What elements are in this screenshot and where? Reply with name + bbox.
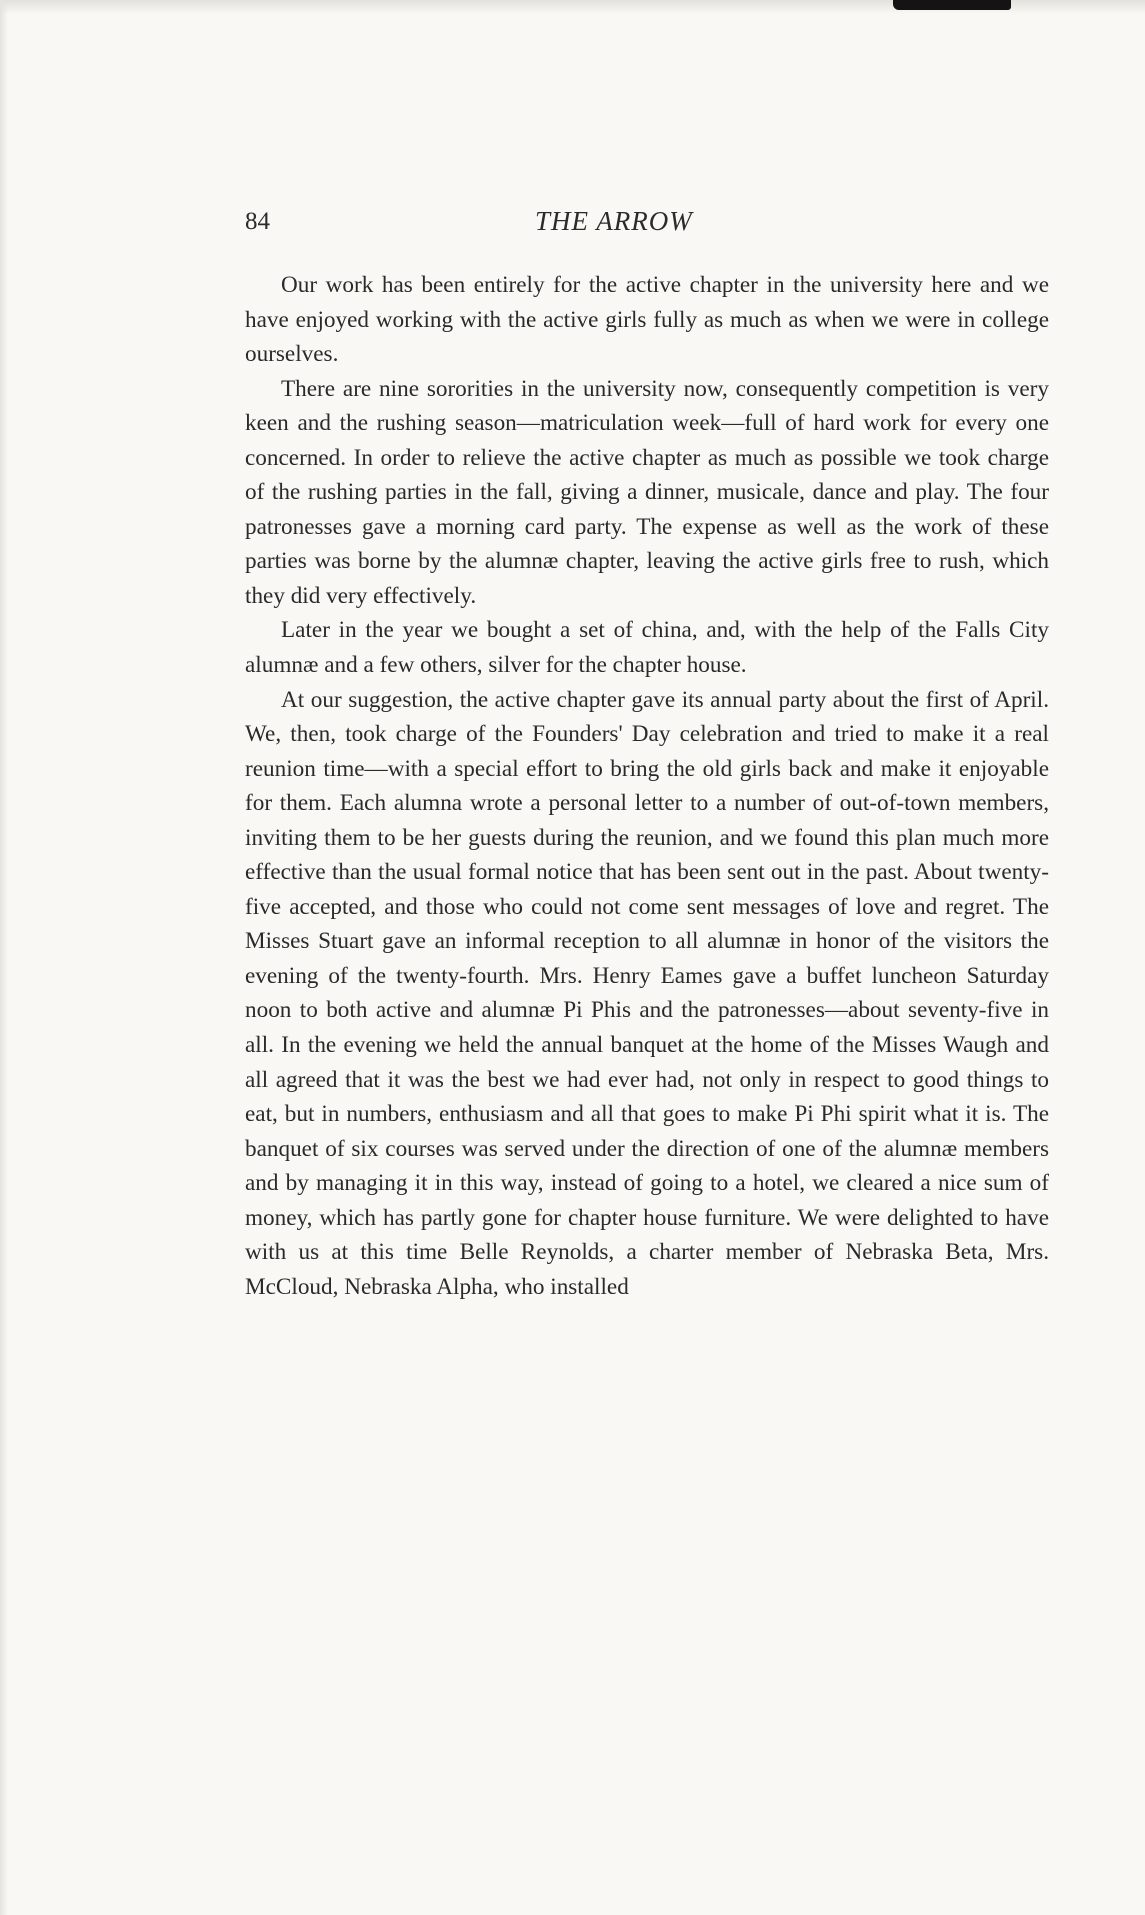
page-header [245, 206, 1045, 246]
scan-black-mark [893, 0, 1011, 10]
page-number: 84 [245, 208, 270, 235]
body-text [245, 268, 1049, 1304]
paragraph-1: Our work has been entirely for the active chapter in the university here and we have enjoyed working with the active girls fully as much as when we were in college ourselves. [245, 272, 1049, 368]
running-title: THE ARROW [535, 206, 693, 236]
paragraph-3: Later in the year we bought a set of china, and, with the help of the Falls City alumnæ and a few others, silver for the chapter house. [245, 617, 1049, 679]
paragraph-4: At our suggestion, the active chapter gave its annual party about the first of April. We, then, took charge of the Founders' Day celebration and tried to make it a real reunion time—with a special effort to bring the old girls back and make it enjoyable for them. Each alumna wrote a personal letter to a number of out-of-town members, inviting them to be her guests during the reunion, and we found this plan much more effective than the usual formal notice that has been sent out in the past. About twenty-five accepted, and those who could not come sent messages of love and regret. The Misses Stuart gave an informal reception to all alumnæ in honor of the visitors the evening of the twenty-fourth. Mrs. Henry Eames gave a buffet luncheon Saturday noon to both active and alumnæ Pi Phis and the patronesses—about seventy-five in all. In the evening we held the annual banquet at the home of the Misses Waugh and all agreed that it was the best we had ever had, not only in respect to good things to eat, but in numbers, enthusiasm and all that goes to make Pi Phi spirit what it is. The banquet of six courses was served under the direction of one of the alumnæ members and by managing it in this way, instead of going to a hotel, we cleared a nice sum of money, which has partly gone for chapter house furniture. We were delighted to have with us at this time Belle Reynolds, a charter member of Nebraska Beta, Mrs. McCloud, Nebraska Alpha, who installed [245, 686, 1049, 1300]
paragraph-2: There are nine sororities in the university now, consequently competition is very keen and the rushing season—matriculation week—full of hard work for every one concerned. In order to relieve the active chapter as much as possible we took charge of the rushing parties in the fall, giving a dinner, musicale, dance and play. The four patronesses gave a morning card party. The expense as well as the work of these parties was borne by the alumnæ chapter, leaving the active girls free to rush, which they did very effectively. [245, 375, 1049, 609]
page-left-shadow [0, 0, 8, 1915]
